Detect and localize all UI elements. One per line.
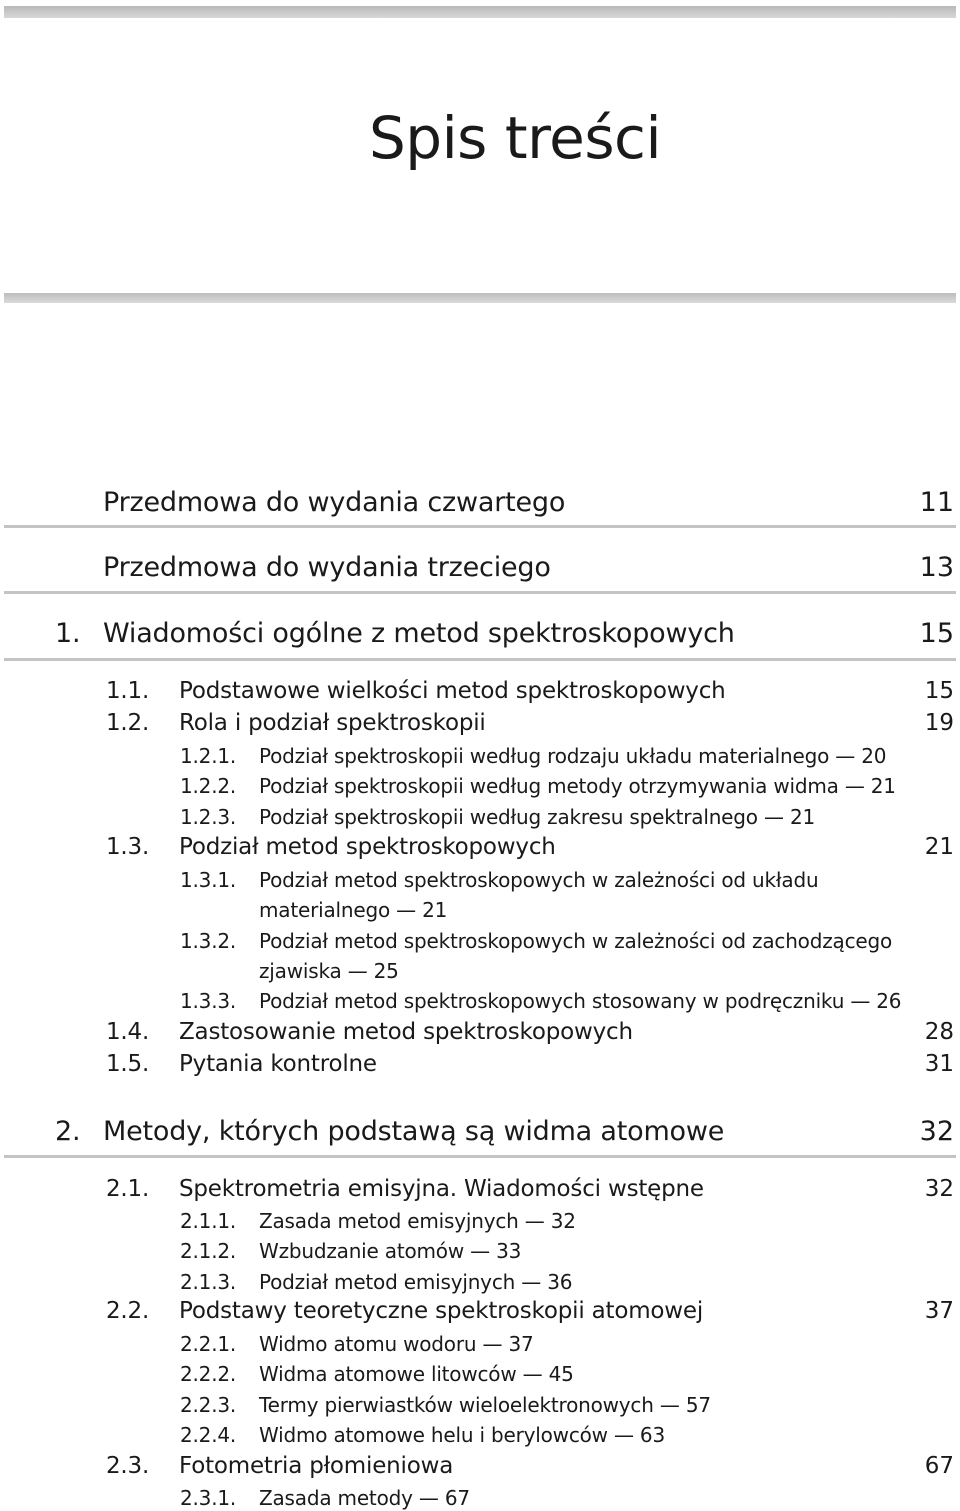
divider [4, 525, 956, 528]
toc-section-1-2[interactable]: Rola i podział spektroskopii [179, 710, 486, 736]
toc-page-number: 31 [924, 1051, 954, 1077]
toc-subsection-2-2-4[interactable]: Widmo atomowe helu i berylowców — 63 [259, 1423, 665, 1447]
toc-section-1-5[interactable]: Pytania kontrolne [179, 1051, 377, 1077]
toc-page-number: 28 [924, 1019, 954, 1045]
toc-subsection-number: 2.2.1. [180, 1332, 237, 1356]
toc-section-1-1[interactable]: Podstawowe wielkości metod spektroskopowych [179, 678, 726, 704]
toc-subsection-number: 2.2.3. [180, 1393, 237, 1417]
toc-subsection-number: 1.3.1. [180, 868, 237, 892]
toc-entry-label: Przedmowa do wydania czwartego [103, 487, 566, 518]
toc-subsection-number: 1.3.2. [180, 929, 237, 953]
toc-subsection-1-2-1[interactable]: Podział spektroskopii według rodzaju układu materialnego — 20 [259, 744, 887, 768]
toc-subsection-number: 2.1.1. [180, 1209, 237, 1233]
toc-subsection-2-2-3[interactable]: Termy pierwiastków wieloelektronowych — 57 [259, 1393, 711, 1417]
toc-subsection-2-2-1[interactable]: Widmo atomu wodoru — 37 [259, 1332, 534, 1356]
toc-page-number: 32 [924, 1176, 954, 1202]
toc-subsection-2-1-2[interactable]: Wzbudzanie atomów — 33 [259, 1239, 522, 1263]
toc-chapter-number: 1. [55, 618, 81, 649]
toc-chapter-1[interactable]: Wiadomości ogólne z metod spektroskopowych [103, 618, 735, 649]
toc-subsection-number: 2.1.3. [180, 1270, 237, 1294]
toc-entry-preface-4[interactable] [103, 487, 565, 518]
toc-subsection-number: 2.2.2. [180, 1362, 237, 1386]
toc-page-number: 21 [924, 834, 954, 860]
toc-section-2-3[interactable]: Fotometria płomieniowa [179, 1453, 454, 1479]
toc-page-number: 15 [924, 678, 954, 704]
toc-subsection-1-3-3[interactable]: Podział metod spektroskopowych stosowany w podręczniku — 26 [259, 989, 902, 1013]
toc-chapter-2[interactable]: Metody, których podstawą są widma atomowe [103, 1116, 725, 1147]
toc-page-number: 37 [924, 1298, 954, 1324]
toc-section-number: 1.4. [106, 1019, 150, 1045]
toc-page-number: 67 [924, 1453, 954, 1479]
toc-section-number: 1.1. [106, 678, 150, 704]
toc-subsection-2-1-1[interactable]: Zasada metod emisyjnych — 32 [259, 1209, 576, 1233]
toc-subsection-number: 1.2.1. [180, 744, 237, 768]
toc-page-number: 32 [919, 1116, 954, 1147]
toc-subsection-2-2-2[interactable]: Widma atomowe litowców — 45 [259, 1362, 574, 1386]
toc-page-number: 11 [919, 487, 954, 518]
toc-subsection-1-3-2[interactable]: Podział metod spektroskopowych w zależności od zachodzącego [259, 929, 892, 953]
toc-subsection-number: 1.3.3. [180, 989, 237, 1013]
toc-subsection-1-2-3[interactable]: Podział spektroskopii według zakresu spektralnego — 21 [259, 805, 815, 829]
toc-subsection-number: 2.2.4. [180, 1423, 237, 1447]
toc-entry-preface-3[interactable] [103, 552, 551, 583]
toc-subsection-1-2-2[interactable]: Podział spektroskopii według metody otrzymywania widma — 21 [259, 774, 896, 798]
divider [4, 1155, 956, 1158]
toc-subsection-number: 1.2.2. [180, 774, 237, 798]
toc-subsection-continuation: zjawiska — 25 [259, 959, 399, 983]
toc-entry-label: Przedmowa do wydania trzeciego [103, 552, 551, 583]
toc-section-1-4[interactable]: Zastosowanie metod spektroskopowych [179, 1019, 633, 1045]
title-rule [4, 293, 956, 303]
toc-section-2-1[interactable]: Spektrometria emisyjna. Wiadomości wstępne [179, 1176, 704, 1202]
toc-subsection-2-3-1[interactable]: Zasada metody — 67 [259, 1486, 470, 1510]
toc-subsection-number: 2.1.2. [180, 1239, 237, 1263]
toc-page-number: 19 [924, 710, 954, 736]
page-title: Spis treści [368, 104, 662, 172]
toc-section-number: 1.5. [106, 1051, 150, 1077]
toc-subsection-1-3-1[interactable]: Podział metod spektroskopowych w zależności od układu [259, 868, 819, 892]
toc-section-2-2[interactable]: Podstawy teoretyczne spektroskopii atomowej [179, 1298, 704, 1324]
toc-section-number: 2.1. [106, 1176, 150, 1202]
toc-page-number: 13 [919, 552, 954, 583]
toc-section-number: 2.3. [106, 1453, 150, 1479]
toc-page-number: 15 [919, 618, 954, 649]
toc-section-1-3[interactable]: Podział metod spektroskopowych [179, 834, 556, 860]
divider [4, 591, 956, 594]
toc-section-number: 1.2. [106, 710, 150, 736]
toc-subsection-number: 1.2.3. [180, 805, 237, 829]
divider [4, 658, 956, 661]
top-rule [4, 6, 956, 18]
toc-section-number: 1.3. [106, 834, 150, 860]
toc-subsection-2-1-3[interactable]: Podział metod emisyjnych — 36 [259, 1270, 573, 1294]
toc-chapter-number: 2. [55, 1116, 81, 1147]
toc-subsection-continuation: materialnego — 21 [259, 898, 448, 922]
toc-subsection-number: 2.3.1. [180, 1486, 237, 1510]
toc-section-number: 2.2. [106, 1298, 150, 1324]
